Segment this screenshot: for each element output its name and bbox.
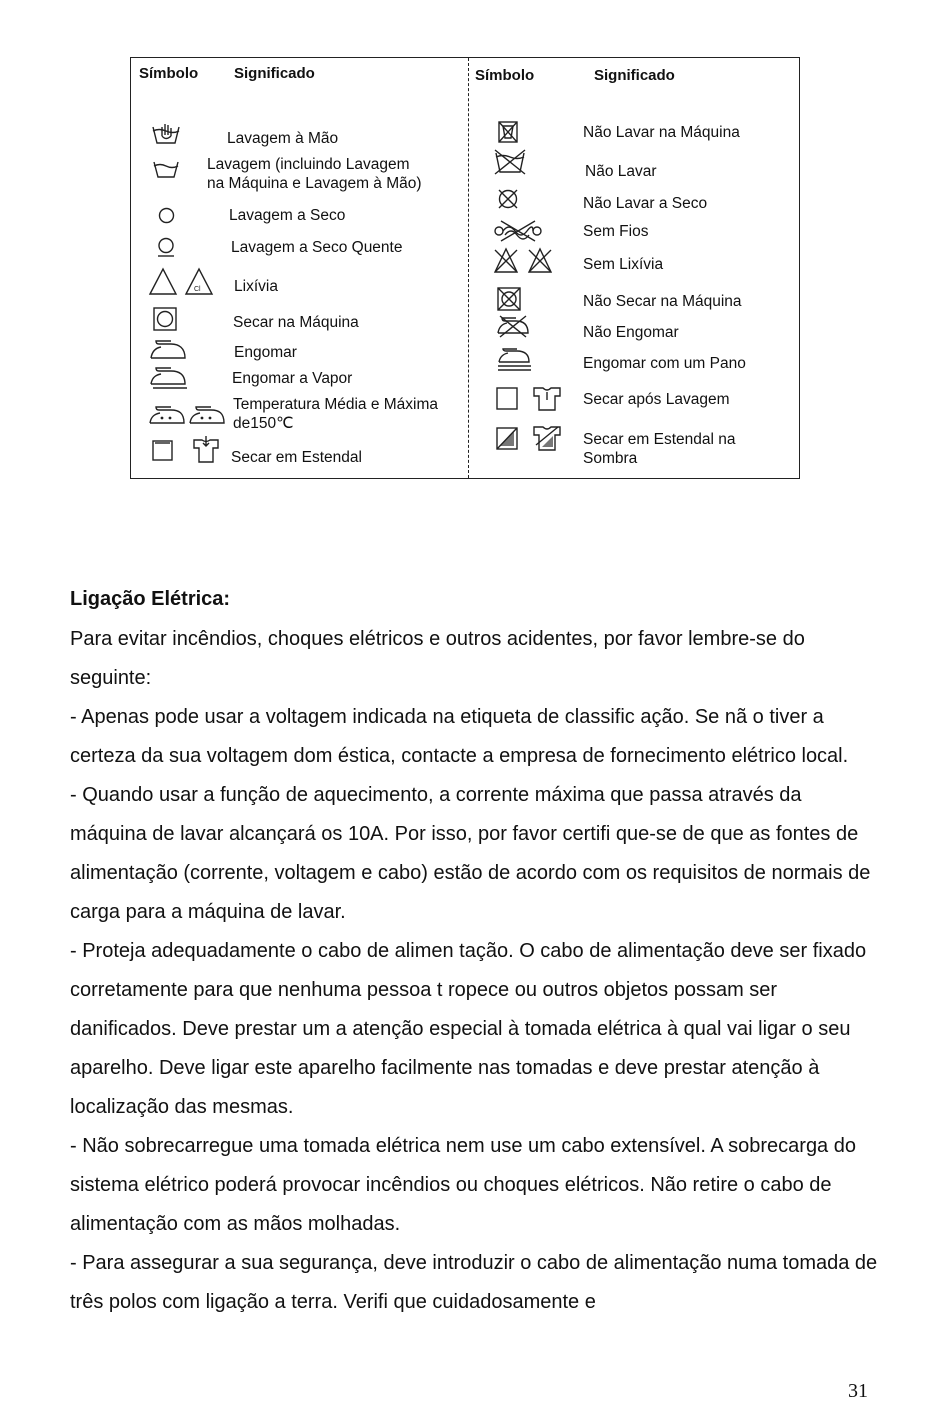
meaning-iron-with-cloth: Engomar com um Pano <box>583 355 746 372</box>
meaning-no-wash: Não Lavar <box>585 163 657 180</box>
body-text <box>70 620 880 1322</box>
page-number: 31 <box>848 1380 868 1402</box>
meaning-line-dry: Secar em Estendal <box>231 449 362 466</box>
care-symbols-table <box>130 57 800 479</box>
paragraph-intro: Para evitar incêndios, choques elétricos e outros acidentes, por favor lembre-se do seguinte: <box>70 628 805 689</box>
no-iron-icon <box>496 314 530 338</box>
table-divider <box>468 58 469 478</box>
wash-tub-icon <box>152 159 180 179</box>
meaning-hand-wash: Lavagem à Mão <box>227 130 339 147</box>
meaning-dry-clean: Lavagem a Seco <box>229 207 346 224</box>
left-header-symbol: Símbolo <box>139 65 199 82</box>
meaning-no-machine-wash: Não Lavar na Máquina <box>583 124 740 141</box>
dry-clean-hot-icon <box>156 237 176 258</box>
meaning-iron: Engomar <box>234 344 297 361</box>
meaning-no-dry-clean: Não Lavar a Seco <box>583 195 708 212</box>
paragraph-grounding: - Para assegurar a sua segurança, deve introduzir o cabo de alimentação numa tomada de três polos com ligação a terra. Verifi que cuidadosamente e <box>70 1252 878 1313</box>
dry-clean-icon <box>158 207 175 224</box>
line-dry-icon <box>152 436 222 464</box>
meaning-no-bleach: Sem Lixívia <box>583 256 664 273</box>
no-wash-icon <box>493 148 527 176</box>
meaning-bleach: Lixívia <box>234 278 278 295</box>
no-dry-clean-icon <box>497 188 519 210</box>
no-machine-wash-icon <box>498 120 518 144</box>
meaning-dry-after-wash: Secar após Lavagem <box>583 391 730 408</box>
meaning-tumble-dry: Secar na Máquina <box>233 314 359 331</box>
tumble-dry-icon <box>153 307 177 331</box>
section-heading: Ligação Elétrica: <box>70 588 231 610</box>
no-tumble-dry-icon <box>497 287 521 311</box>
iron-with-cloth-icon <box>497 348 533 374</box>
dry-after-wash-icon <box>496 386 566 412</box>
paragraph-heating: - Quando usar a função de aquecimento, a corrente máxima que passa através da máquina de lavar alcançará os 10A. Por isso, por favor certifi que-se de que as fontes de alimentação (corrente, voltagem e cabo) estão de acordo com os requisitos de normais de carga para a máquina de lavar. <box>70 784 871 923</box>
iron-medium-temp-icon <box>149 405 227 427</box>
no-bleach-icon <box>493 246 557 274</box>
meaning-wash-tub: Lavagem (incluindo Lavagem na Máquina e Lavagem à Mão) <box>207 156 422 192</box>
meaning-no-wring: Sem Fios <box>583 223 649 240</box>
paragraph-cable: - Proteja adequadamente o cabo de alimen tação. O cabo de alimentação deve ser fixado corretamente para que nenhuma pessoa t ropece ou outros objetos possam ser danificados. Deve prestar um a atenção especial à tomada elétrica à qual vai ligar o seu aparelho. Deve ligar este aparelho facilmente nas tomadas e deve prestar atenção à localização das mesmas. <box>70 940 867 1118</box>
meaning-no-tumble-dry: Não Secar na Máquina <box>583 293 742 310</box>
line-dry-shade-icon <box>496 425 568 453</box>
svg-text:Cl: Cl <box>194 286 201 293</box>
meaning-steam-iron: Engomar a Vapor <box>232 370 353 387</box>
meaning-line-dry-shade: Secar em Estendal na Sombra <box>583 431 736 467</box>
meaning-no-iron: Não Engomar <box>583 324 679 341</box>
right-header-symbol: Símbolo <box>475 67 535 84</box>
right-header-meaning: Significado <box>594 67 675 84</box>
meaning-dry-clean-hot: Lavagem a Seco Quente <box>231 239 403 256</box>
paragraph-voltage: - Apenas pode usar a voltagem indicada na etiqueta de classific ação. Se nã o tiver a certeza da sua voltagem dom éstica, contacte a empresa de fornecimento elétrico local. <box>70 706 849 767</box>
iron-icon <box>149 338 187 360</box>
hand-wash-icon <box>151 121 181 145</box>
meaning-iron-medium-temp: Temperatura Média e Máxima de150℃ <box>233 396 439 432</box>
paragraph-overload: - Não sobrecarregue uma tomada elétrica nem use um cabo extensível. A sobrecarga do sistema elétrico poderá provocar incêndios ou choques elétricos. Não retire o cabo de alimentação com as mãos molhadas. <box>70 1135 856 1235</box>
bleach-icon <box>148 266 216 296</box>
steam-iron-icon <box>149 366 189 390</box>
left-header-meaning: Significado <box>234 65 315 82</box>
no-wring-icon <box>493 219 543 243</box>
